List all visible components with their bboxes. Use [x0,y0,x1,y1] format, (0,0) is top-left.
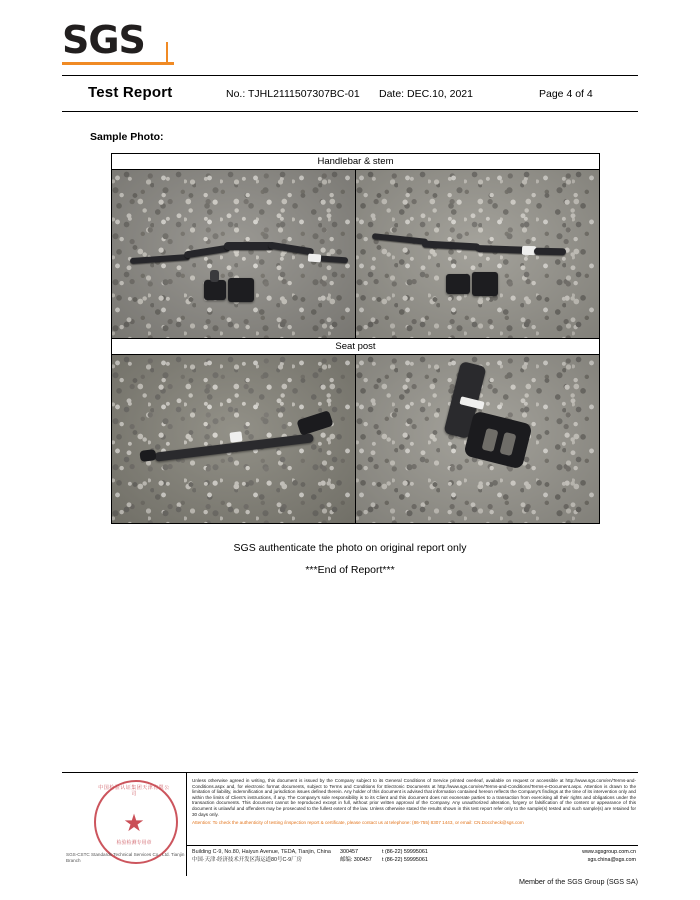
photo-row-seatpost [112,355,599,523]
band-handlebar-stem: Handlebar & stem [112,154,599,170]
seal-sub-text: SGS-CSTC Standards Technical Services Co., Ltd. Tianjin Branch [66,852,185,863]
seatpost-white-tape [229,431,242,442]
page-title: Test Report [88,84,173,101]
report-header-row [62,84,638,108]
sample-photo-table [111,153,600,524]
band-seat-post: Seat post [112,339,599,355]
footer-website[interactable]: www.sgsgroup.com.cn [582,849,636,855]
footer-address-cn: 中国·天津·经济技术开发区海运道80号C-9厂房 [192,857,302,863]
sgs-logo [62,20,172,62]
page-number: Page 4 of 4 [539,88,593,100]
star-icon: ★ [123,810,145,837]
end-of-report-caption: ***End of Report*** [305,564,395,576]
footer-divider [62,772,638,773]
handlebar-photo-right [356,170,600,338]
handlebar-grip-end [533,248,565,256]
header-divider-top [62,75,638,76]
report-number: No.: TJHL2111507307BC-01 [226,88,360,100]
seatpost-photo-right [356,355,600,523]
stem-clamp-right [228,278,254,302]
seal-bottom-text: 检验检测专用章 [116,840,152,846]
sgs-logo-text: SGS [62,18,145,62]
handlebar-center [224,242,274,250]
photo-row-handlebar [112,170,599,339]
company-seal-stamp [66,778,185,870]
footer-zip-en: 300457 [340,849,358,855]
footer-zip-cn: 邮编: 300457 [340,857,372,863]
stem-clamp-left [446,274,470,294]
footer-disclaimer-text: Unless otherwise agreed in writing, this document is issued by the Company subject to its General Conditions of Service printed overleaf, available on request or accessible at http://www.sgs.com/en/Terms-and-Conditions.aspx and, for electronic format documents, subject to Terms and Conditions for Electronic Documents at http://www.sgs.com/en/Terms-and-Conditions/Terms-e-Document.aspx. Attention is drawn to the limitation of liability, indemnification and jurisdiction issues defined therein. Any holder of this document is advised that information contained hereon reflects the Company's findings at the time of its intervention only and within the limits of Client's instructions, if any. The Company's sole responsibility is to its Client and this document does not exonerate parties to a transaction from exercising all their rights and obligations under the transaction documents. This document cannot be reproduced except in full, without prior written approval of the Company. Any unauthorized alteration, forgery or falsification of the content or appearance of this document is unlawful and offenders may be prosecuted to the fullest extent of the law. Unless otherwise stated the results shown in this test report refer only to the sample(s) tested and such sample(s) are retained for 30 days only. [192,778,636,817]
seal-top-text: 中国检验认证集团天津有限公司 [98,785,170,797]
seatpost-bottom-end [139,449,156,462]
footer-address-en: Building C-9, No.80, Haiyun Avenue, TEDA, Tianjin, China [192,849,331,855]
sample-photo-label: Sample Photo: [90,131,164,143]
footer-member-line: Member of the SGS Group (SGS SA) [518,877,638,886]
photo-authenticate-caption: SGS authenticate the photo on original report only [233,542,467,554]
stem-clamp-right [472,272,498,296]
report-date: Date: DEC.10, 2021 [379,88,473,100]
handlebar-white-tape [308,254,322,263]
seatpost-photo-left [112,355,356,523]
footer-attention-text: Attention: To check the authenticity of testing /inspection report & certificate, please contact us at telephone: (86-755) 8307 1443, or email: CN.Doccheck@sgs.com [192,820,524,826]
sgs-logo-bar [62,62,174,65]
footer-tel-cn: t (86-22) 59995061 [382,857,428,863]
stem-bolt [210,270,219,282]
footer-address-divider [186,845,638,846]
stem-clamp-left [204,280,226,300]
handlebar-photo-left [112,170,356,338]
footer-email[interactable]: sgs.china@sgs.com [587,857,636,863]
footer-disclaimer [192,778,636,826]
sgs-logo-tick [166,42,168,64]
footer-tel-en: t (86-22) 59995061 [382,849,428,855]
header-divider-bottom [62,111,638,112]
